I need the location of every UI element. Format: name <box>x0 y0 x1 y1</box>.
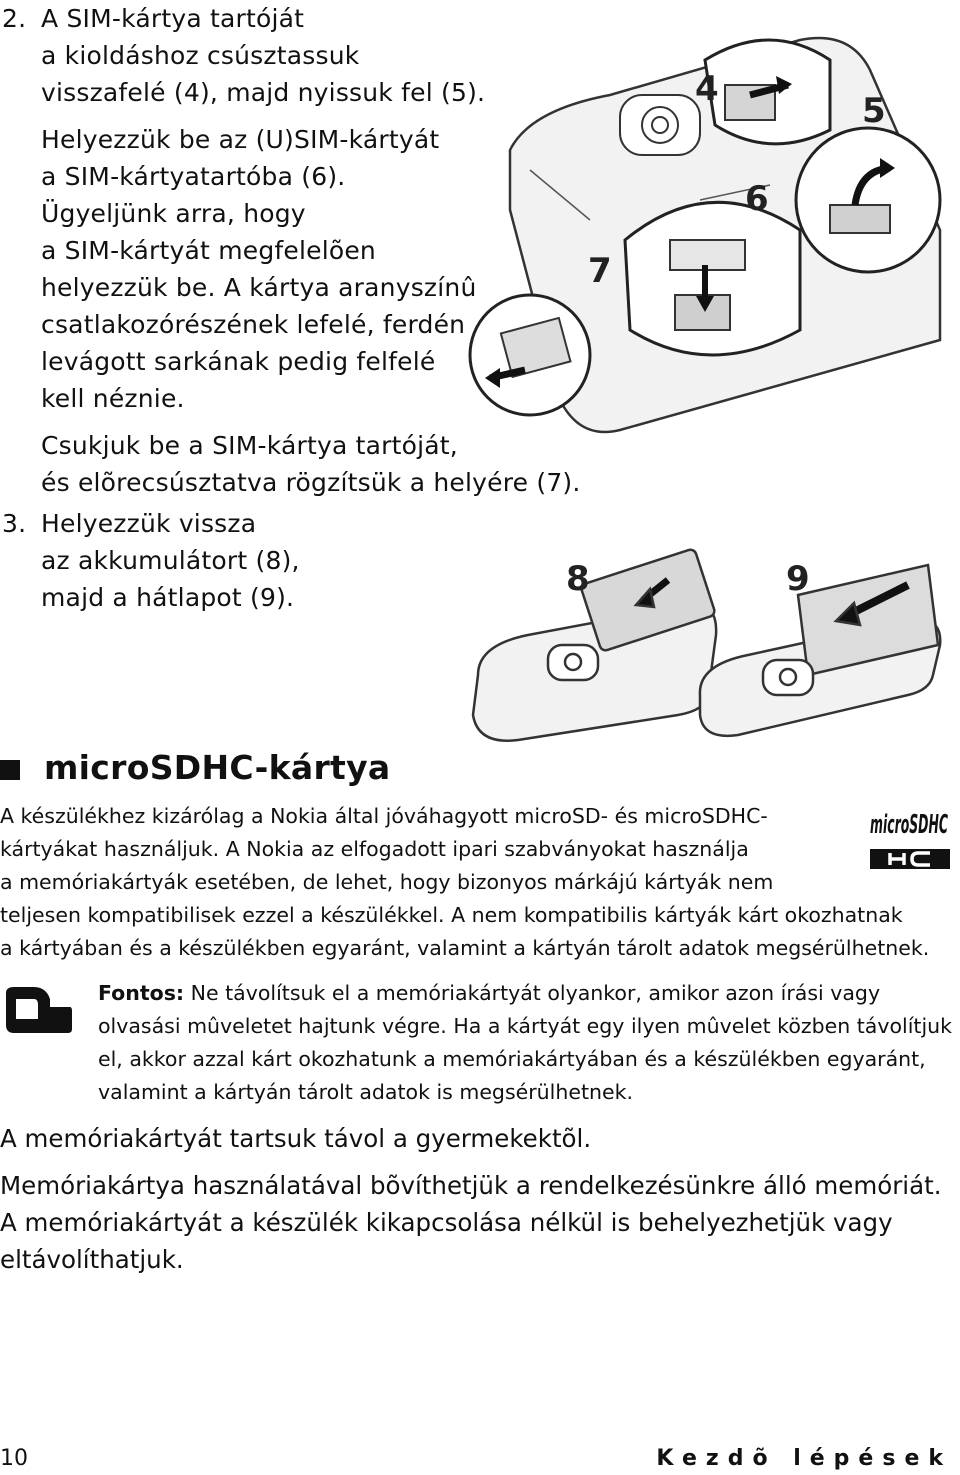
text-line: visszafelé (4), majd nyissuk fel (5). <box>41 78 486 107</box>
section-intro <box>0 800 940 965</box>
chapter-title: Kezdõ lépések <box>656 1446 952 1471</box>
page-number: 10 <box>0 1446 28 1471</box>
text-line: a kioldáshoz csúsztassuk <box>41 41 360 70</box>
text-line: levágott sarkának pedig felfelé <box>41 347 436 376</box>
text-line: Helyezzük vissza <box>41 509 257 538</box>
text-line: a kártyában és a készülékben egyaránt, valamint a kártyán tárolt adatok megsérülhetnek. <box>0 936 930 960</box>
inset-step-5 <box>796 128 940 272</box>
phone-step-9 <box>700 565 940 736</box>
inset-step-4 <box>705 40 830 144</box>
text-line: Ügyeljünk arra, hogy <box>41 199 306 228</box>
inset-step-7 <box>470 295 590 415</box>
text-line: az akkumulátort (8), <box>41 546 300 575</box>
figure-label-9: 9 <box>786 559 810 599</box>
sim-insertion-illustration <box>470 0 950 440</box>
inset-step-6 <box>625 202 800 355</box>
hand-warning-icon <box>2 985 74 1035</box>
text-line: A készülékhez kizárólag a Nokia által jóváhagyott microSD- és microSDHC- <box>0 804 768 828</box>
text-line: helyezzük be. A kártya aranyszínû <box>41 273 477 302</box>
step-3 <box>2 505 442 625</box>
figure-label-7: 7 <box>588 251 612 291</box>
text-line: majd a hátlapot (9). <box>41 583 295 612</box>
square-bullet-icon <box>0 760 20 780</box>
phone-step-8 <box>473 548 716 741</box>
text-line: Helyezzük be az (U)SIM-kártyát <box>41 125 440 154</box>
step-3-text <box>41 505 300 616</box>
text-line: kártyákat használjuk. A Nokia az elfogadott ipari szabványokat használja <box>0 837 749 861</box>
logo-text: microSDHC <box>870 810 948 840</box>
expand-note <box>0 1167 942 1278</box>
figure-label-8: 8 <box>566 559 590 599</box>
section-title: microSDHC-kártya <box>44 748 391 787</box>
text-line: eltávolíthatjuk. <box>0 1245 184 1274</box>
text-line: valamint a kártyán tárolt adatok is megsérülhetnek. <box>98 1080 633 1104</box>
section-heading <box>0 748 500 790</box>
step-number: 2. <box>2 4 27 33</box>
text-line: csatlakozórészének lefelé, ferdén <box>41 310 466 339</box>
text-line: a SIM-kártyát megfelelõen <box>41 236 376 265</box>
text-line: a SIM-kártyatartóba (6). <box>41 162 346 191</box>
figure-label-5: 5 <box>862 91 886 131</box>
text-line: A SIM-kártya tartóját <box>41 4 305 33</box>
battery-cover-illustration <box>468 545 948 745</box>
text-line: a memóriakártyák esetében, de lehet, hogy bizonyos márkájú kártyák nem <box>0 870 774 894</box>
text-line: teljesen kompatibilisek ezzel a készülékkel. A nem kompatibilis kártyák kárt okozhatnak <box>0 903 903 927</box>
text-line: Memóriakártya használatával bõvíthetjük a rendelkezésünkre álló memóriát. <box>0 1171 942 1200</box>
phone-camera <box>620 95 700 155</box>
text-line: A memóriakártyát a készülék kikapcsolása nélkül is behelyezhetjük vagy <box>0 1208 893 1237</box>
children-note: A memóriakártyát tartsuk távol a gyermekektõl. <box>0 1124 592 1153</box>
warning-label: Fontos: <box>98 981 185 1005</box>
figure-label-4: 4 <box>695 69 719 109</box>
text-line: kell néznie. <box>41 384 185 413</box>
figure-label-6: 6 <box>745 179 769 219</box>
warning-note <box>98 977 953 1109</box>
step-number: 3. <box>2 509 27 538</box>
text-line <box>98 977 948 1010</box>
text-line: és elõrecsúsztatva rögzítsük a helyére (7). <box>41 468 581 497</box>
text-line: el, akkor azzal kárt okozhatunk a memóriakártyában és a készülékben egyaránt, <box>98 1047 926 1071</box>
warning-text: Ne távolítsuk el a memóriakártyát olyankor, amikor azon írási vagy <box>184 981 881 1005</box>
text-line: olvasási mûveletet hajtunk végre. Ha a kártyát egy ilyen mûvelet közben távolítjuk <box>98 1014 953 1038</box>
text-line: Csukjuk be a SIM-kártya tartóját, <box>41 431 458 460</box>
